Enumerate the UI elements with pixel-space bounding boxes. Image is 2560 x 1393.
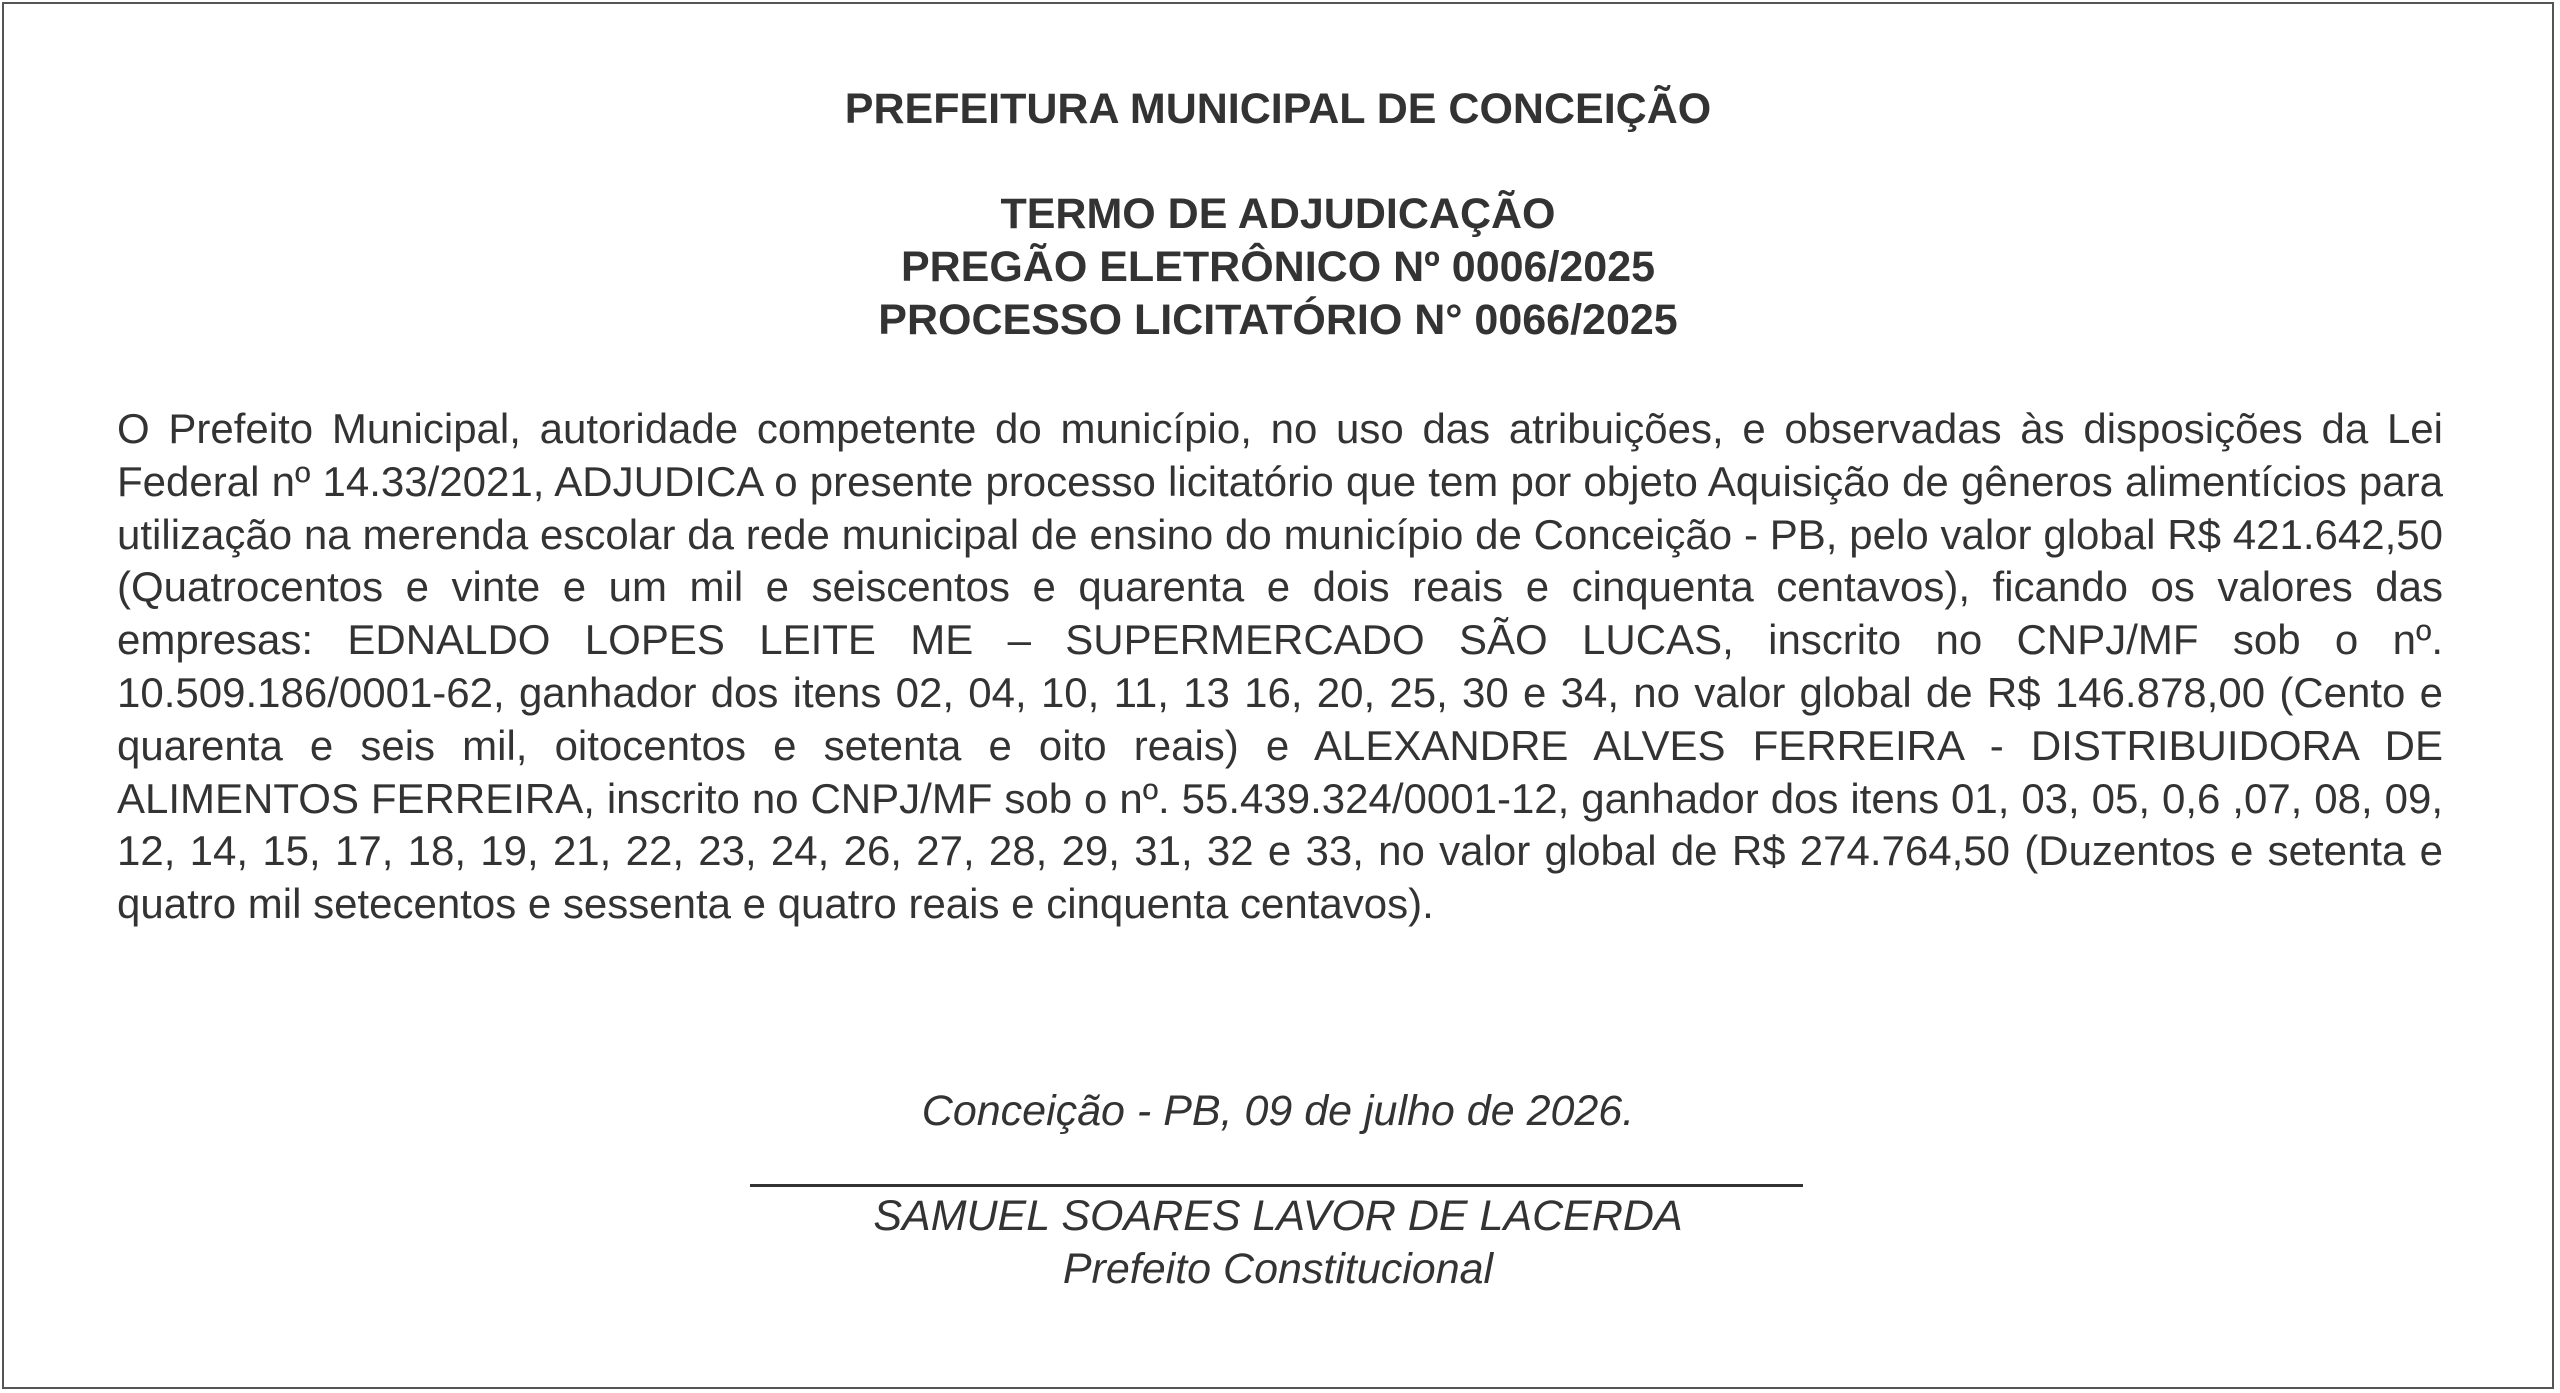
signature-line — [750, 1184, 1803, 1187]
processo-number: PROCESSO LICITATÓRIO N° 0066/2025 — [878, 296, 1678, 344]
signature-block — [0, 1190, 2556, 1296]
signer-role: Prefeito Constitucional — [1062, 1245, 1494, 1293]
organization-heading: PREFEITURA MUNICIPAL DE CONCEIÇÃO — [844, 85, 1712, 133]
date-line: Conceição - PB, 09 de julho de 2026. — [921, 1087, 1635, 1135]
adjudication-paragraph: O Prefeito Municipal, autoridade competente do município, no uso das atribuições, e observadas às disposições da Lei Federal nº 14.33/2021, ADJUDICA o presente processo licitatório que tem por objeto Aquisição de gêneros alimentícios para utilização na merenda escolar da rede municipal de ensino do município de Conceição - PB, pelo valor global R$ 421.642,50 (Quatrocentos e vinte e um mil e seiscentos e quarenta e dois reais e cinquenta centavos), ficando os valores das empresas: EDNALDO LOPES LEITE ME – SUPERMERCADO SÃO LUCAS, inscrito no CNPJ/MF sob o nº. 10.509.186/0001-62, ganhador dos itens 02, 04, 10, 11, 13 16, 20, 25, 30 e 34, no valor global de R$ 146.878,00 (Cento e quarenta e seis mil, oitocentos e setenta e oito reais) e ALEXANDRE ALVES FERREIRA - DISTRIBUIDORA DE ALIMENTOS FERREIRA, inscrito no CNPJ/MF sob o nº. 55.439.324/0001-12, ganhador dos itens 01, 03, 05, 0,6 ,07, 08, 09, 12, 14, 15, 17, 18, 19, 21, 22, 23, 24, 26, 27, 28, 29, 31, 32 e 33, no valor global de R$ 274.764,50 (Duzentos e setenta e quatro mil setecentos e sessenta e quatro reais e cinquenta centavos). — [117, 405, 2443, 928]
signer-name: SAMUEL SOARES LAVOR DE LACERDA — [873, 1192, 1683, 1240]
pregao-number: PREGÃO ELETRÔNICO Nº 0006/2025 — [900, 243, 1656, 291]
document-title-block — [0, 188, 2556, 347]
document-title: TERMO DE ADJUDICAÇÃO — [1000, 190, 1556, 238]
